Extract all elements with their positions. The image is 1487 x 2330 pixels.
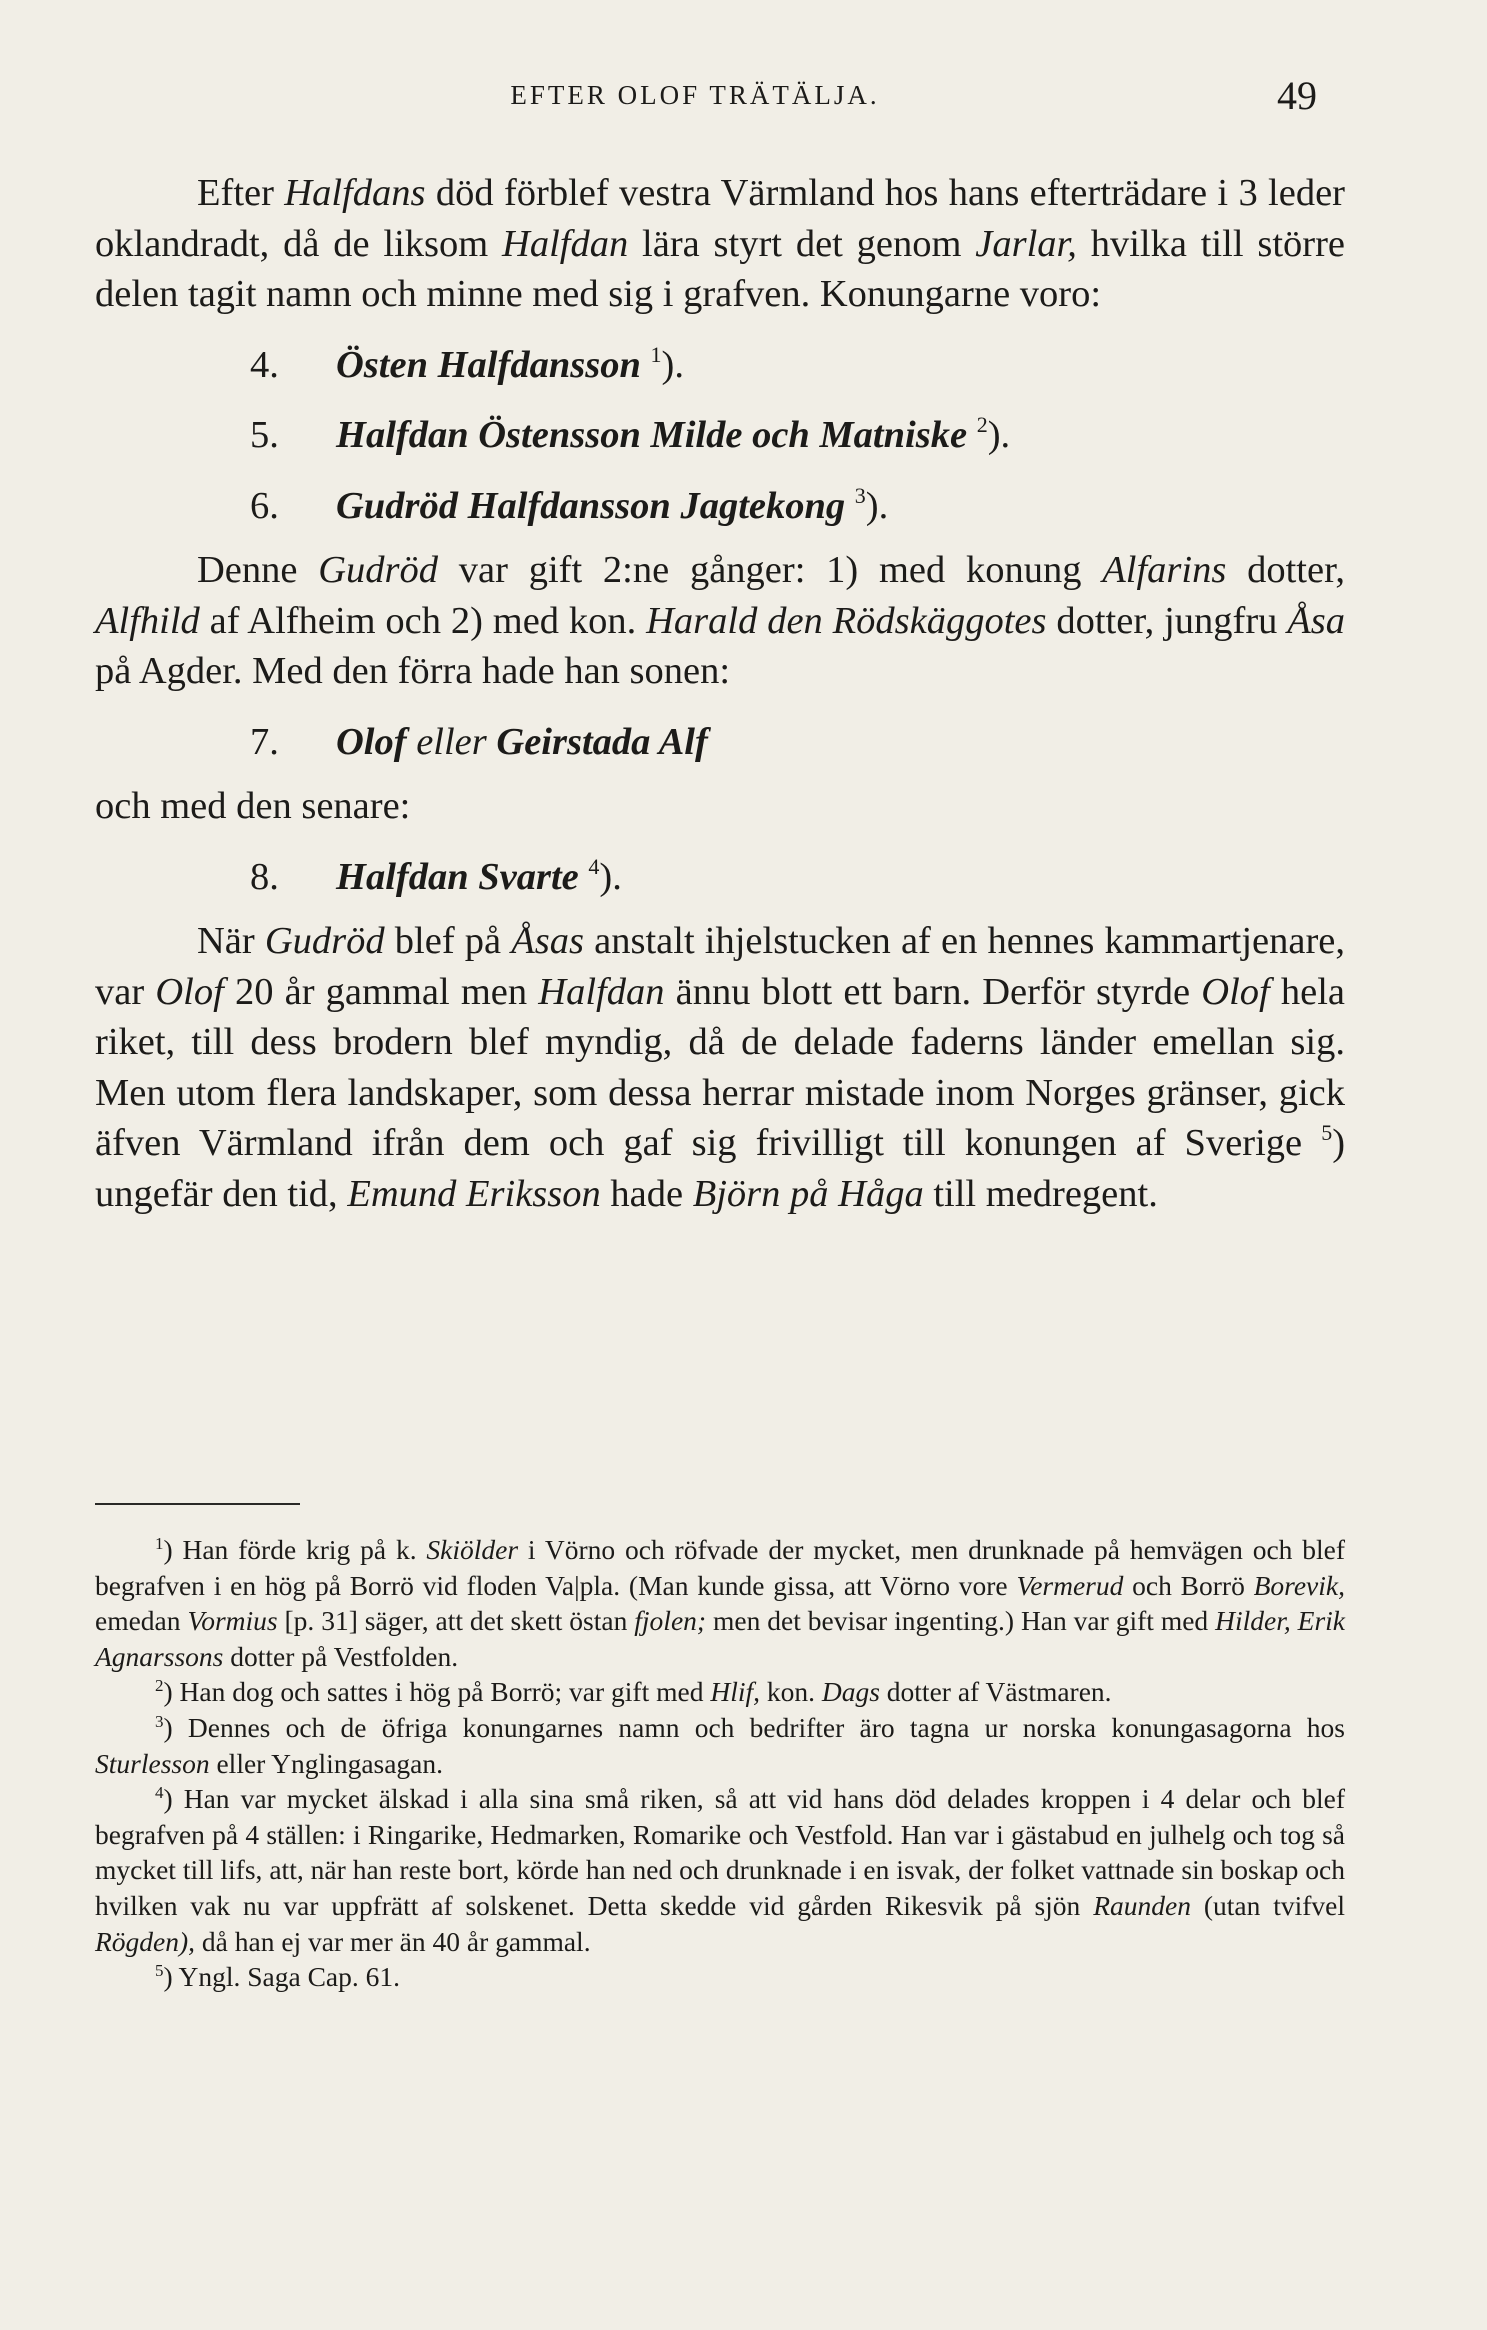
text-run: eller Ynglingasagan.	[209, 1747, 444, 1779]
text-run: hela riket, till dess brodern blef myndig, då de delade faderns länder emellan sig. Men utom flera landskaper, som dessa herrar mistade inom Norges gränser, gick äfven Värmland ifrån dem och gaf sig frivilligt till konungen af Sverige	[95, 970, 1346, 1164]
italic-name: Hlif,	[710, 1676, 760, 1708]
italic-name: Halfdan	[502, 222, 629, 265]
italic-name: Emund Eriksson	[347, 1172, 601, 1215]
footnote-ref: 1	[650, 341, 662, 367]
italic-name: Borevik,	[1253, 1569, 1345, 1601]
text-run: ).	[661, 343, 684, 386]
footnote-ref: 2	[976, 412, 988, 437]
footnote-4	[95, 1781, 1345, 1959]
text-run: 20 år gammal men	[223, 970, 539, 1013]
king-entry-6	[250, 481, 1345, 532]
italic-name: Dags	[821, 1676, 880, 1708]
text-run: ännu blott ett barn. Derför styrde	[664, 970, 1202, 1013]
footnote-2	[95, 1674, 1345, 1710]
italic-name: Alfarins	[1102, 549, 1227, 591]
paragraph-och: och med den senare:	[95, 785, 411, 827]
italic-name: Åsas	[511, 920, 584, 962]
italic-name: Gudröd	[264, 920, 385, 962]
italic-name: Åsa	[1287, 599, 1346, 642]
text-run: anstalt ihjelstucken af en hennes kammartjenare, var	[95, 920, 1345, 1013]
text-run: ) Yngl. Saga Cap. 61.	[163, 1961, 401, 1993]
text-run: Efter	[197, 172, 285, 214]
footnote-mark: 3	[155, 1711, 164, 1731]
footnote-ref: 4	[588, 853, 600, 879]
text-run: och Borrö	[1123, 1569, 1254, 1601]
text-run: död förblef vestra Värmland hos hans efterträdare i 3 leder oklandradt, då de liksom	[95, 172, 1345, 265]
italic-name: Raunden	[1093, 1889, 1191, 1921]
italic-name: fjolen;	[634, 1605, 707, 1637]
text-run: till medregent.	[923, 1172, 1158, 1215]
king-name: Geirstada Alf	[496, 720, 708, 763]
king-entry-7	[250, 717, 1345, 768]
text-run: dotter,	[1226, 549, 1345, 591]
text-run: Denne	[197, 549, 319, 591]
italic-name: Olof	[1201, 970, 1270, 1013]
text-run: ).	[865, 484, 889, 527]
footnote-ref: 3	[854, 482, 866, 508]
footnotes	[95, 1532, 1345, 1995]
running-header	[95, 72, 1317, 118]
footnote-mark: 5	[155, 1961, 164, 1981]
text-run: [p. 31] säger, att det skett östan	[277, 1605, 635, 1637]
footnote-1	[95, 1532, 1345, 1674]
italic-name: Björn på Håga	[692, 1172, 924, 1215]
italic-name: Halfdans	[284, 172, 426, 214]
paragraph-denne	[95, 545, 1345, 697]
italic-name: Hilder, Erik Agnarssons	[95, 1605, 1346, 1672]
italic-name: Sturlesson	[95, 1747, 210, 1779]
text-run: ) Han var mycket älskad i alla sina små riken, så att vid hans död delades kroppen i 4 delar och blef begrafven på 4 ställen: i Ringarike, Hedmarken, Romarike och Vestfold. Han var i gästabud en julhelg och tog så mycket till lifs, att, när han reste bort, körde han ned och drunknade i en isvak, der folket vattnade sin boskap och hvilken vak nu var uppfrätt af solskenet. Detta skedde vid gården Rikesvik på sjön	[95, 1783, 1345, 1921]
text-run: dotter af Västmaren.	[879, 1676, 1112, 1708]
text-run: När	[197, 920, 265, 962]
text-run: ).	[599, 855, 622, 898]
italic-name: Harald den Rödskäggotes	[646, 599, 1047, 642]
entry-number: 8.	[250, 855, 279, 898]
footnote-5	[95, 1959, 1345, 1995]
text-run: dotter på Vestfolden.	[223, 1640, 459, 1672]
footnote-ref: 5	[1321, 1120, 1333, 1145]
text-run: hvilka till större delen tagit namn och minne med sig i grafven. Konungarne voro:	[95, 222, 1345, 315]
running-title: EFTER OLOF TRÄTÄLJA.	[510, 80, 880, 110]
italic-name: Skiölder	[426, 1534, 519, 1565]
paragraph-nar	[95, 916, 1345, 1219]
text-run: då han ej var mer än 40 år gammal.	[195, 1925, 591, 1957]
entry-number: 7.	[250, 720, 279, 763]
text-run: af Alfheim och 2) med kon.	[199, 599, 647, 642]
king-entry-8	[250, 852, 1345, 903]
text-run: ) Dennes och de öfriga konungarnes namn och bedrifter äro tagna ur norska konungasagorna hos	[163, 1711, 1345, 1743]
italic-name: Jarlar,	[975, 222, 1077, 265]
text-run: var gift 2:ne gånger: 1) med konung	[438, 549, 1103, 591]
text-run: kon.	[759, 1676, 822, 1708]
text-run: hade	[600, 1172, 693, 1215]
king-name: Halfdan Östensson Milde och Matniske	[336, 414, 968, 456]
text-run: blef på	[384, 920, 512, 962]
entry-number: 4.	[250, 343, 279, 386]
text-run: i Vörno och röfvade der mycket, men drunknade på hemvägen och blef begrafven i en hög på Borrö vid floden Va|pla. (Man kunde gissa, att Vörno vore	[95, 1534, 1345, 1601]
king-name: Olof	[336, 720, 407, 763]
footnote-rule	[95, 1503, 300, 1505]
italic-name: Vormius	[187, 1605, 278, 1637]
footnote-mark: 2	[155, 1676, 164, 1696]
text-run: dotter, jungfru	[1046, 599, 1288, 642]
page-number: 49	[1277, 73, 1317, 118]
italic-name: Vermerud	[1016, 1569, 1124, 1601]
italic-name: Rögden),	[95, 1925, 196, 1957]
text-run: ).	[987, 414, 1011, 456]
main-text	[95, 168, 1345, 1219]
text-run: emedan	[95, 1605, 188, 1637]
text-run: men det bevisar ingenting.) Han var gift med	[706, 1605, 1216, 1637]
king-entry-4	[250, 340, 1345, 391]
king-name: Östen Halfdansson	[336, 343, 641, 386]
text-run: eller	[416, 720, 487, 763]
king-name: Gudröd Halfdansson Jagtekong	[336, 484, 846, 527]
entry-number: 5.	[250, 414, 279, 456]
king-entry-5	[250, 410, 1345, 461]
italic-name: Olof	[155, 970, 224, 1013]
italic-name: Halfdan	[538, 970, 665, 1013]
text-run: ) Han dog och sattes i hög på Borrö; var gift med	[163, 1676, 711, 1708]
king-name: Halfdan Svarte	[336, 855, 579, 898]
text-run: ) Han förde krig på k.	[163, 1534, 427, 1565]
italic-name: Gudröd	[318, 549, 439, 591]
paragraph-intro	[95, 168, 1345, 320]
entry-number: 6.	[250, 484, 279, 527]
footnote-3	[95, 1710, 1345, 1781]
text-run: lära styrt det genom	[628, 222, 976, 265]
text-run: (utan tvifvel	[1190, 1889, 1345, 1921]
text-run: ) ungefär den tid,	[95, 1122, 1346, 1215]
footnote-mark: 4	[155, 1783, 164, 1803]
text-run: på Agder. Med den förra hade han sonen:	[95, 650, 731, 692]
footnote-mark: 1	[155, 1534, 164, 1553]
italic-name: Alfhild	[95, 599, 200, 642]
